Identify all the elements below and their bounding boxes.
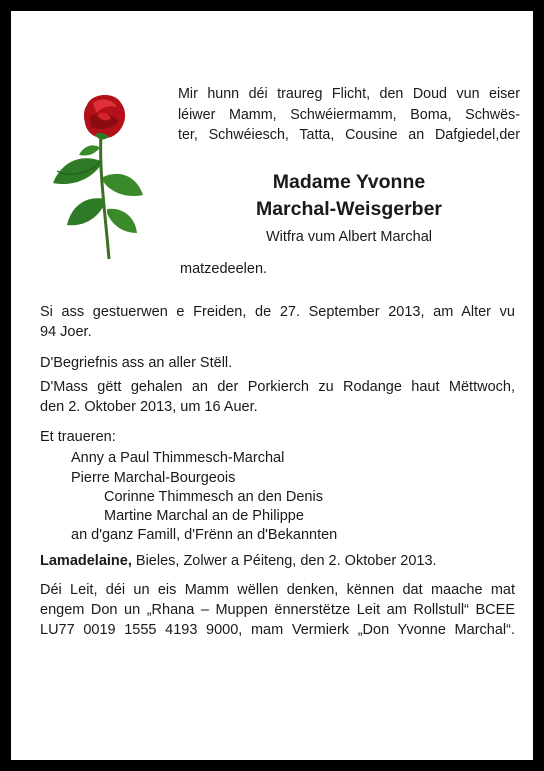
- mass-paragraph: [40, 377, 515, 417]
- intro-line: ter, Schwéiesch, Tatta, Cousine an Dafgiedel,der: [178, 127, 520, 143]
- mass-line: D'Mass gëtt gehalen an der Porkierch zu Rodange haut Mëttwoch,: [40, 379, 515, 395]
- death-line: 94 Joer.: [40, 324, 92, 340]
- mourner: an d'ganz Famill, d'Frënn an d'Bekannten: [71, 527, 338, 543]
- donation-line: Déi Leit, déi un eis Mamm wëllen denken, kënnen dat maache mat: [40, 582, 515, 598]
- obituary-card: [11, 11, 533, 760]
- mourner: Pierre Marchal-Bourgeois: [71, 470, 236, 486]
- intro-line: Mir hunn déi traureg Flicht, den Doud vun eiser: [178, 86, 520, 102]
- mourner: Martine Marchal an de Philippe: [104, 508, 304, 524]
- mourners-label: Et traueren:: [40, 429, 116, 445]
- deceased-name-line1: Madame Yvonne: [272, 171, 426, 193]
- place-rest: Bieles, Zolwer a Péiteng, den 2. Oktober 2013.: [131, 553, 437, 569]
- mass-line: den 2. Oktober 2013, um 16 Auer.: [40, 399, 258, 415]
- widow-of: Witfra vum Albert Marchal: [266, 229, 432, 245]
- death-line: Si ass gestuerwen e Freiden, de 27. September 2013, am Alter vu: [40, 304, 515, 320]
- place-bold: Lamadelaine,: [40, 553, 132, 569]
- mourner: Corinne Thimmesch an den Denis: [104, 489, 323, 505]
- burial-paragraph: D'Begriefnis ass an aller Stëll.: [40, 355, 233, 371]
- place-date: [40, 551, 515, 571]
- intro-text: [178, 84, 520, 146]
- donation-line: engem Don un „Rhana – Muppen ënnerstëtze Leit am Rollstull“ BCEE: [40, 602, 515, 618]
- death-paragraph: [40, 302, 515, 342]
- deceased-name-line2: Marchal-Weisgerber: [255, 198, 443, 220]
- donation-paragraph: [40, 580, 515, 640]
- red-rose-icon: [39, 91, 149, 271]
- mourner: Anny a Paul Thimmesch-Marchal: [71, 450, 285, 466]
- share-text: matzedeelen.: [180, 261, 268, 277]
- intro-line: léiwer Mamm, Schwéiermamm, Boma, Schwës-: [178, 106, 520, 123]
- donation-line: LU77 0019 1555 4193 9000, mam Vermierk „Don Yvonne Marchal“.: [40, 622, 515, 638]
